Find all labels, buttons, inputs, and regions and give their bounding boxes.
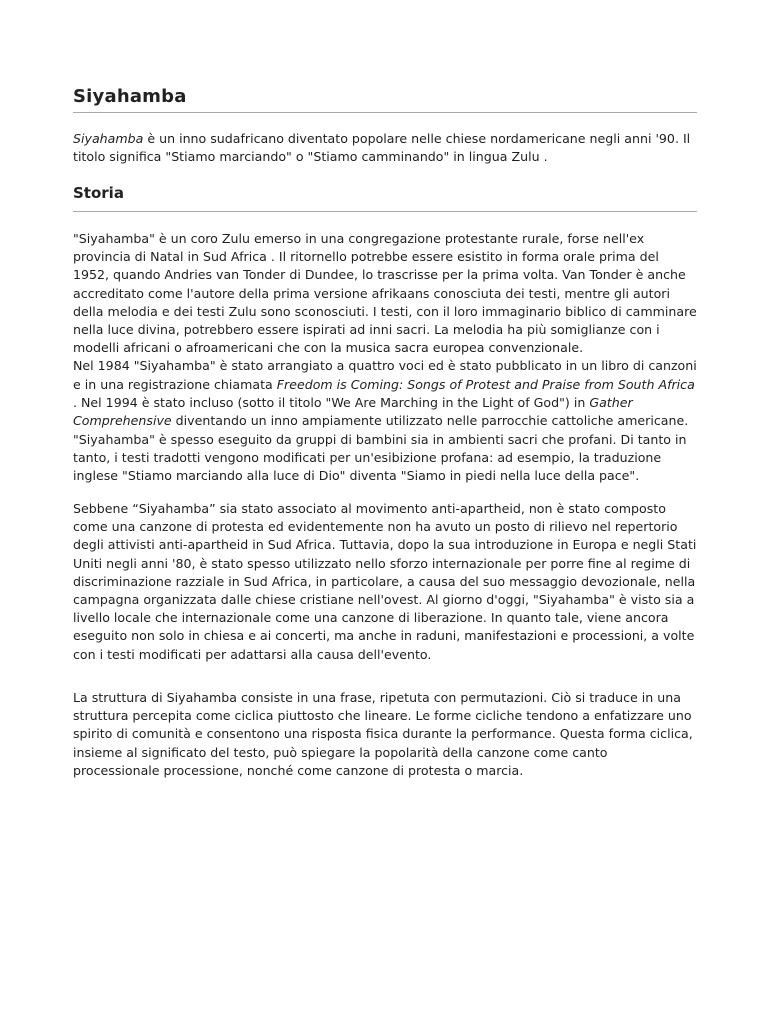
page-title: Siyahamba <box>73 86 187 107</box>
intro-text-b: . <box>539 149 548 165</box>
p1-hymnal-title: Gather Comprehensive <box>73 394 633 429</box>
history-paragraph-2: "Siyahamba" è spesso eseguito da gruppi di bambini sia in ambienti sacri che profani. Di tanto in tanto, i testi tradotti vengono modificati per un'esibizione profana: ad esempio, la traduzione inglese "Stiamo marciando alla luce di Dio" diventa "Siamo in piedi nella luce della pace". <box>73 432 687 484</box>
history-paragraph-1 <box>73 230 697 430</box>
intro-text-a: è un inno sudafricano diventato popolare nelle chiese nordamericane negli anni '90. Il titolo significa "Stiamo marciando" o "Stiamo camminando" in <box>73 131 691 165</box>
p1-text-a: "Siyahamba" è un coro Zulu emerso in una congregazione protestante rurale, forse nell'ex provincia di Natal in Sud Africa . Il ritornello potrebbe essere esistito in forma orale prima del 1952, quando Andries van Tonder di Dundee, lo trascrisse per la prima volta. Van Tonder è anche accreditato come l'autore della prima versione afrikaans conosciuta dei testi, mentre gli autori della melodia e dei testi Zulu sono sconosciuti. I testi, con il loro immaginario biblico di camminare nella luce divina, potrebbero essere ispirati ad inni sacri. La melodia ha più somiglianze con i modelli africani o afroamericani che con la musica sacra europea convenzionale. <box>73 231 697 356</box>
intro-paragraph <box>73 130 697 166</box>
p1-recording-title: Freedom is Coming: Songs of Protest and Praise from South Africa <box>276 376 695 392</box>
p1-text-b: Nel 1984 "Siyahamba" è stato arrangiato a quattro voci ed è stato pubblicato in un libro di canzoni e in una registrazione chiamata <box>73 358 697 392</box>
intro-term: Siyahamba <box>73 131 144 146</box>
p1-text-d: diventando un inno ampiamente utilizzato nelle parrocchie cattoliche americane. <box>171 413 689 429</box>
section-heading-storia: Storia <box>73 184 124 202</box>
section-divider <box>73 211 697 212</box>
lingua-zulu-link[interactable]: lingua Zulu <box>468 149 540 165</box>
structure-paragraph: La struttura di Siyahamba consiste in una frase, ripetuta con permutazioni. Ciò si traduce in una struttura percepita come ciclica piuttosto che lineare. Le forme cicliche tendono a enfatizzare uno spirito di comunità e consentono una risposta fisica durante la performance. Questa forma ciclica, insieme al significato del testo, può spiegare la popolarità della canzone come canto processionale processione, nonché come canzone di protesta o marcia. <box>73 690 693 778</box>
title-divider <box>73 112 697 113</box>
history-paragraph-3: Sebbene “Siyahamba” sia stato associato al movimento anti-apartheid, non è stato composto come una canzone di protesta ed evidentemente non ha avuto un posto di rilievo nel repertorio degli attivisti anti-apartheid in Sud Africa. Tuttavia, dopo la sua introduzione in Europa e negli Stati Uniti negli anni '80, è stato spesso utilizzato nello sforzo internazionale per porre fine al regime di discriminazione razziale in Sud Africa, in particolare, a causa del suo messaggio devozionale, nella campagna organizzata dalle chiese cristiane nell'ovest. Al giorno d'oggi, "Siyahamba" è visto sia a livello locale che internazionale come una canzone di liberazione. In quanto tale, viene ancora eseguito non solo in chiesa e ai concerti, ma anche in raduni, manifestazioni e processioni, a volte con i testi modificati per adattarsi alla causa dell'evento. <box>73 501 697 662</box>
p1-text-c: . Nel 1994 è stato incluso (sotto il titolo "We Are Marching in the Light of God") in <box>73 394 590 410</box>
